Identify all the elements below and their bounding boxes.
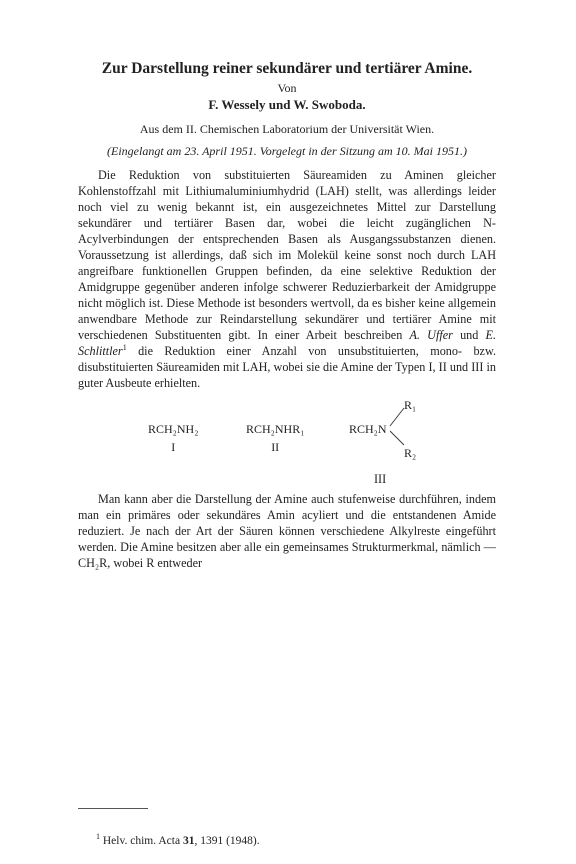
author-schlittler: E. Schlittler	[78, 328, 497, 358]
formula-II	[246, 421, 304, 455]
affiliation: Aus dem II. Chemischen Laboratorium der Universität Wien.	[139, 122, 435, 136]
footnote-mark: 1	[96, 832, 100, 842]
article-title: Zur Darstellung reiner sekundärer und tertiärer Amine.	[101, 60, 473, 77]
footnote	[96, 834, 260, 848]
formula-III-text: RCH₂N	[349, 422, 387, 436]
by-line: Von	[277, 81, 297, 95]
formula-III-label: III	[374, 472, 387, 486]
article	[78, 60, 496, 571]
footnote-rest: , 1391 (1948).	[194, 835, 260, 847]
formula-II-label: II	[271, 440, 280, 454]
para1-text-b: die Reduktion einer Anzahl von unsubstituierten, mono- bzw. disubstituierten Säureamiden mit LAH, wobei sie die Amine der Typen I, II und III in guter Ausbeute erhielten.	[78, 344, 496, 390]
article-body	[78, 167, 496, 571]
footnote-text: Helv. chim. Acta	[100, 835, 183, 847]
formula-I-text: RCH₂NH₂	[148, 422, 199, 436]
formula-I-label: I	[171, 440, 176, 454]
formula-block	[78, 395, 496, 467]
footnote-volume: 31	[182, 835, 195, 847]
formula-II-text: RCH₂NHR₁	[246, 422, 305, 436]
para1-und: und	[452, 328, 486, 342]
authors: F. Wessely und W. Swoboda.	[208, 97, 366, 112]
paragraph-1	[78, 167, 496, 391]
formula-I	[148, 421, 198, 455]
paragraph-2: Man kann aber die Darstellung der Amine auch stufenweise durchführen, indem man ein primäres oder sekundäres Amin acyliert und die entstandenen Amide reduziert. Je nach der Art der Säuren können verschiedene Alkylreste eingeführt werden. Die Amine besitzen aber alle ein gemeinsames Strukturmerkmal, nämlich —CH₂R, wobei R entweder	[78, 492, 496, 570]
footnote-ref: 1	[122, 342, 127, 352]
footnote-rule	[78, 808, 148, 809]
bond-r2	[390, 431, 404, 445]
bond-r1	[390, 408, 404, 426]
formula-III-label-row	[78, 471, 496, 485]
formula-III-r1: R₁	[404, 398, 417, 412]
para1-text-a: Die Reduktion von substituierten Säureamiden zu Aminen gleicher Kohlenstoffzahl mit Lithiumaluminiumhydrid (LAH) stellt, was allerdings leider noch viel zu wenig bekannt ist, ein ausgezeichnetes Mittel zur Darstellung sekundärer und tertiärer Basen dar, wobei die leicht zugänglichen N-Acylverbindungen der entsprechenden Basen als Ausgangssubstanzen dienen. Voraussetzung ist allerdings, daß sich im Molekül keine sonst noch durch LAH angreifbare funktionellen Gruppen befinden, da eine selektive Reduktion der Amidgruppe gegenüber anderen infolge schwerer Reduzierbarkeit der Amidgruppe nicht möglich ist. Diese Methode ist besonders wertvoll, da es bisher keine allgemein anwendbare Methode zur Reindarstellung sekundärer und tertiärer Amine mit verschiedenen Substituenten gibt. In einer Arbeit beschreiben	[78, 168, 496, 342]
formula-III-r2: R₂	[404, 446, 417, 460]
author-uffer: A. Uffer	[409, 328, 453, 342]
received-date: (Eingelangt am 23. April 1951. Vorgelegt in der Sitzung am 10. Mai 1951.)	[107, 144, 467, 158]
